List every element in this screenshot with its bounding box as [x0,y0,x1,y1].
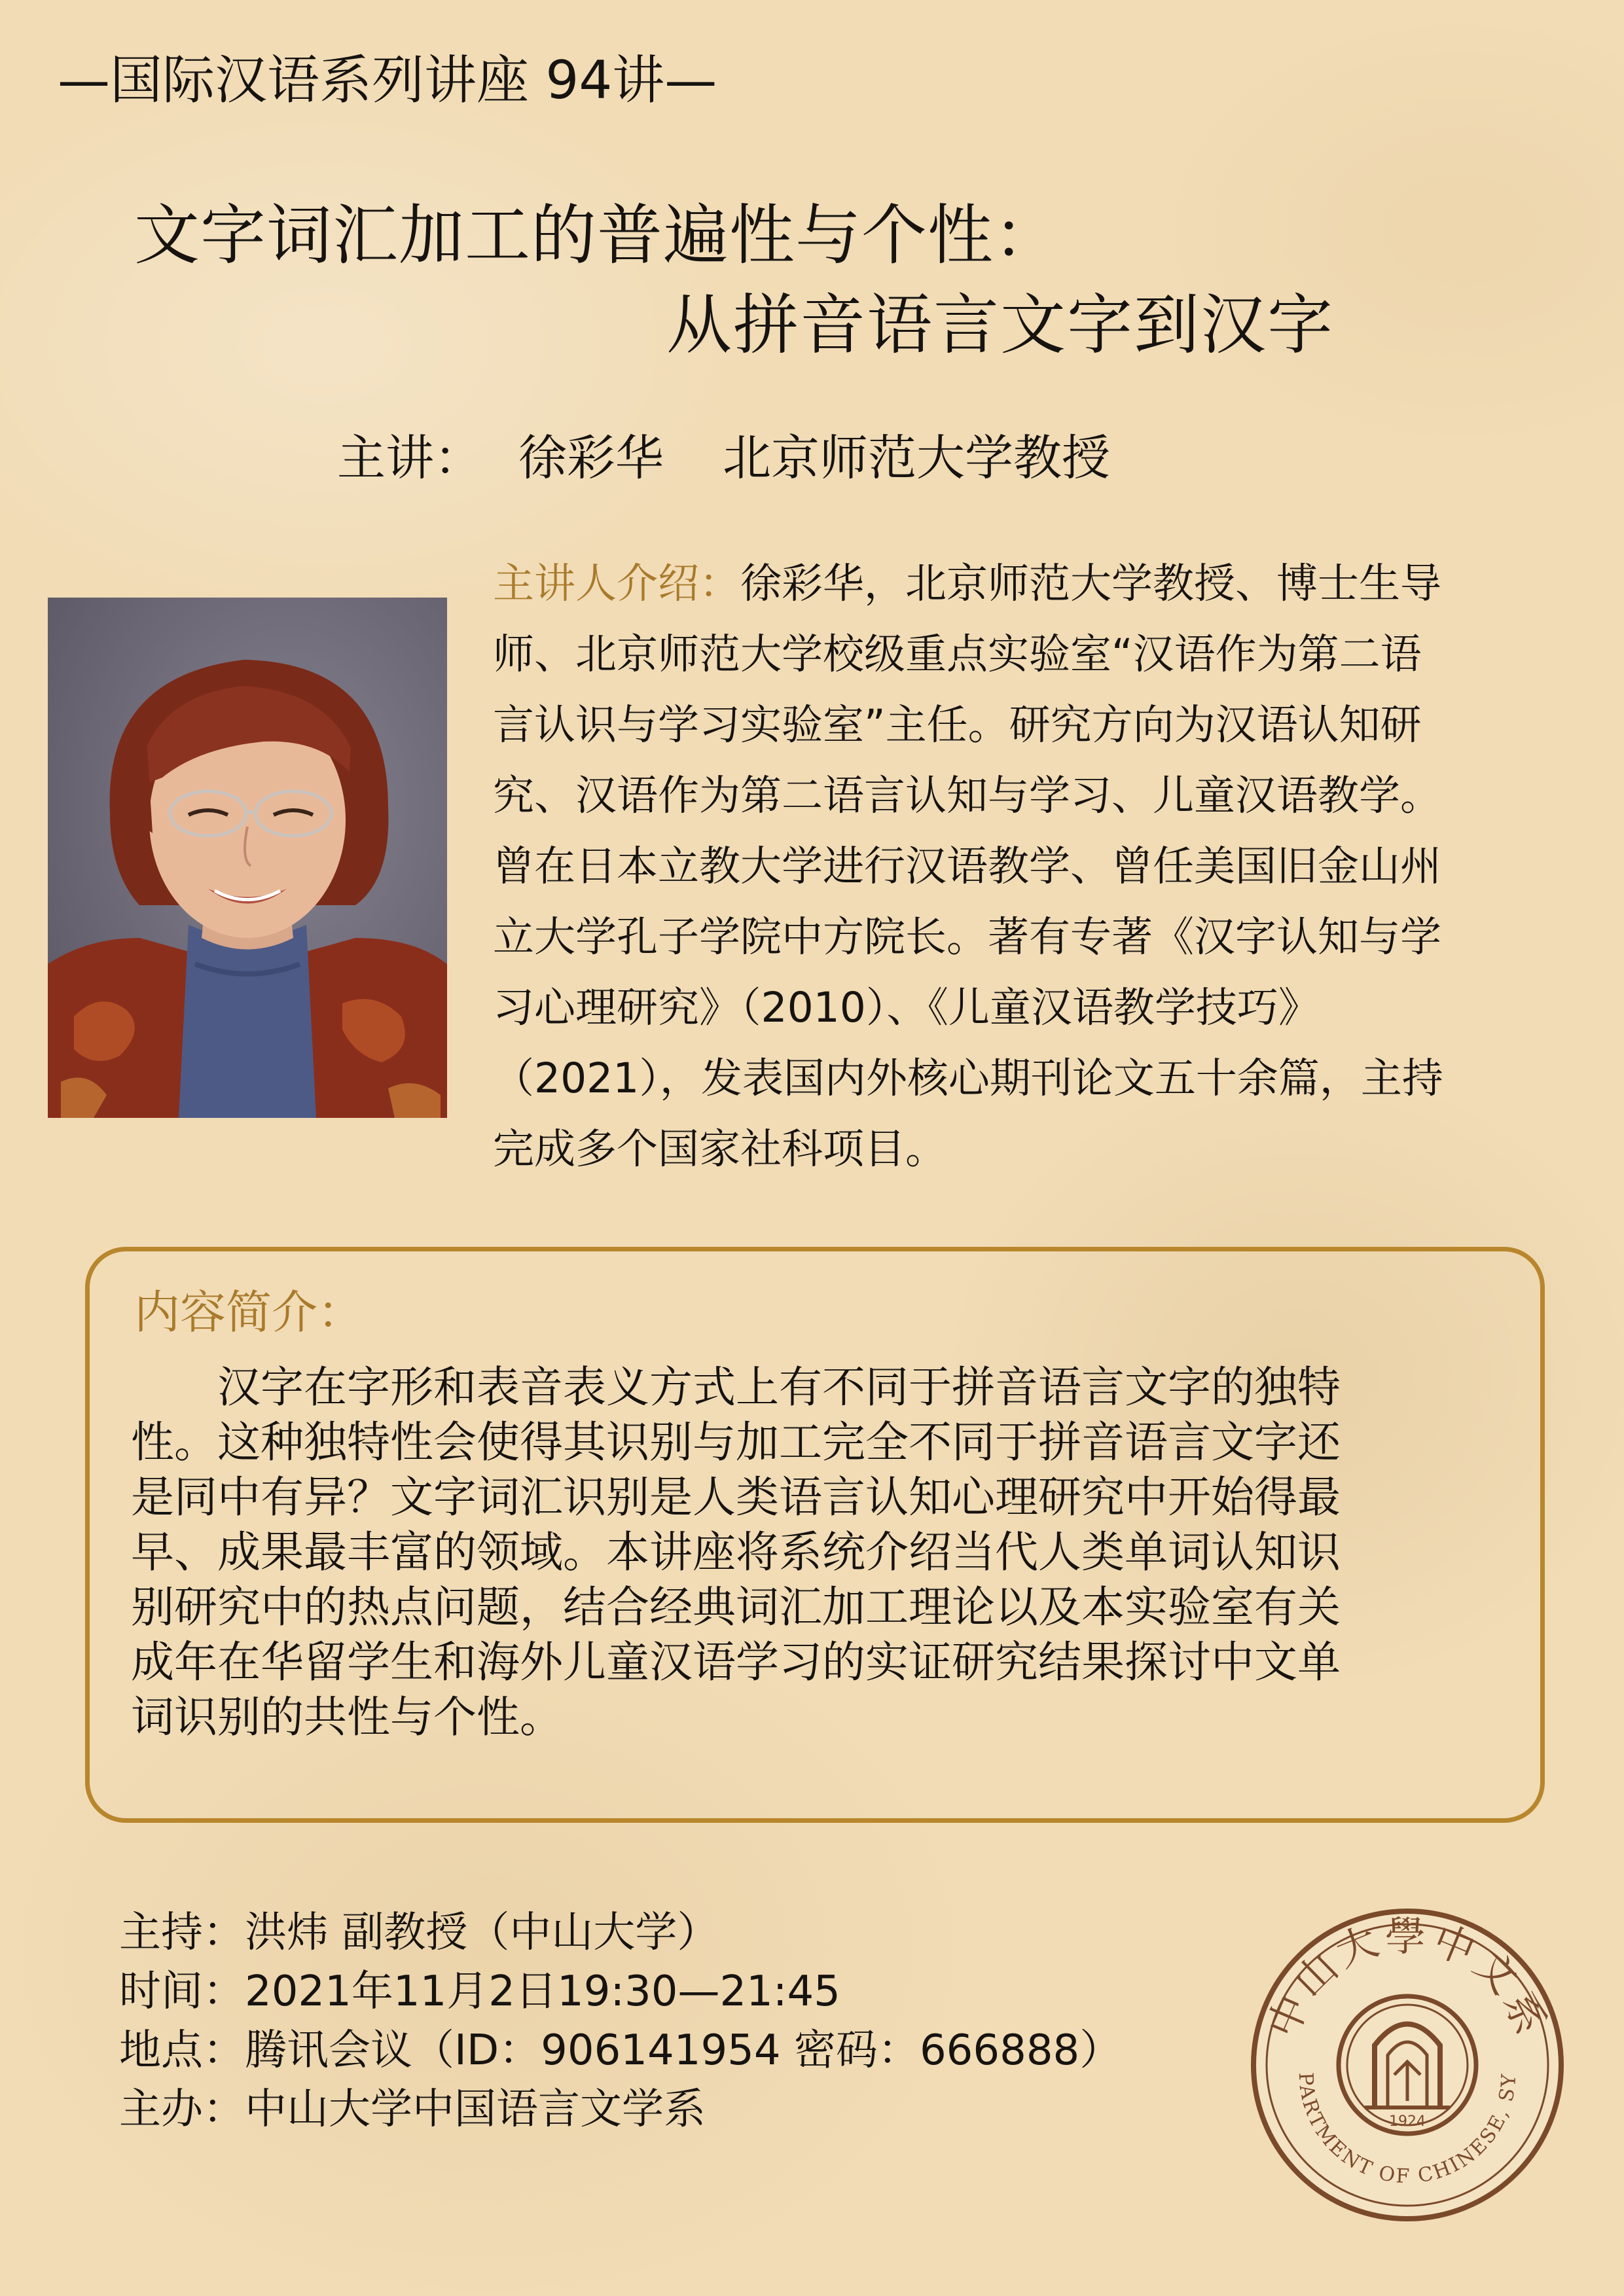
bio-line: 究、汉语作为第二语言认知与学习、儿童汉语教学。 [493,772,1441,819]
organizer-line: 主办：中山大学中国语言文学系 [119,2085,706,2134]
bio-line: 言认识与学习实验室”主任。研究方向为汉语认知研 [493,701,1422,749]
content-line: 汉字在字形和表音表义方式上有不同于拼音语言文字的独特 [131,1362,1341,1412]
lecture-title-line1: 文字词汇加工的普遍性与个性： [134,197,1060,274]
bio-text: 徐彩华，北京师范大学教授、博士生导 [740,560,1441,607]
seal-english-text: PARTMENT OF CHINESE, SY [1293,2072,1521,2189]
series-title: —国际汉语系列讲座 94讲— [58,50,717,111]
speaker-photo [48,598,447,1118]
content-line: 成年在华留学生和海外儿童汉语学习的实证研究结果探讨中文单 [131,1637,1341,1687]
bio-line: 曾在日本立教大学进行汉语教学、曾任美国旧金山州 [493,842,1441,890]
event-info [119,1903,1121,2139]
bio-line: （2021），发表国内外核心期刊论文五十余篇，主持 [493,1054,1443,1102]
bio-line: 习心理研究》（2010）、《儿童汉语教学技巧》 [493,984,1320,1031]
content-line: 别研究中的热点问题，结合经典词汇加工理论以及本实验室有关 [131,1582,1341,1632]
seal-year: 1924 [1389,2113,1426,2130]
content-body [131,1360,1341,1745]
bio-label: 主讲人介绍： [493,560,740,607]
place-line: 地点：腾讯会议（ID：906141954 密码：666888） [119,2026,1122,2075]
content-line: 早、成果最丰富的领域。本讲座将系统介绍当代人类单词认知识 [131,1527,1341,1577]
content-line: 是同中有异？文字词汇识别是人类语言认知心理研究中开始得最 [131,1472,1341,1522]
bio-line: 完成多个国家社科项目。 [493,1125,947,1173]
speaker-affiliation: 北京师范大学教授 [723,430,1110,486]
seal-chinese-text: 中山大學中文系 [1258,1912,1557,2045]
content-title: 内容简介： [134,1285,363,1339]
host-line: 主持：洪炜 副教授（中山大学） [119,1909,719,1957]
bio-line: 师、北京师范大学校级重点实验室“汉语作为第二语 [493,630,1422,678]
bio-line [493,548,1566,619]
content-line: 性。这种独特性会使得其识别与加工完全不同于拼音语言文字还 [131,1417,1341,1467]
lecture-title-line2: 从拼音语言文字到汉字 [666,287,1334,363]
bio-line: 立大学孔子学院中方院长。著有专著《汉字认知与学 [493,913,1441,961]
time-line: 时间：2021年11月2日19:30—21:45 [119,1967,840,2016]
speaker-label: 主讲： [337,430,482,486]
content-line: 词识别的共性与个性。 [131,1692,563,1742]
speaker-bio [493,548,1566,1185]
speaker-line [337,425,1110,491]
speaker-name: 徐彩华 [518,430,664,486]
department-seal-logo [1247,1905,1568,2225]
